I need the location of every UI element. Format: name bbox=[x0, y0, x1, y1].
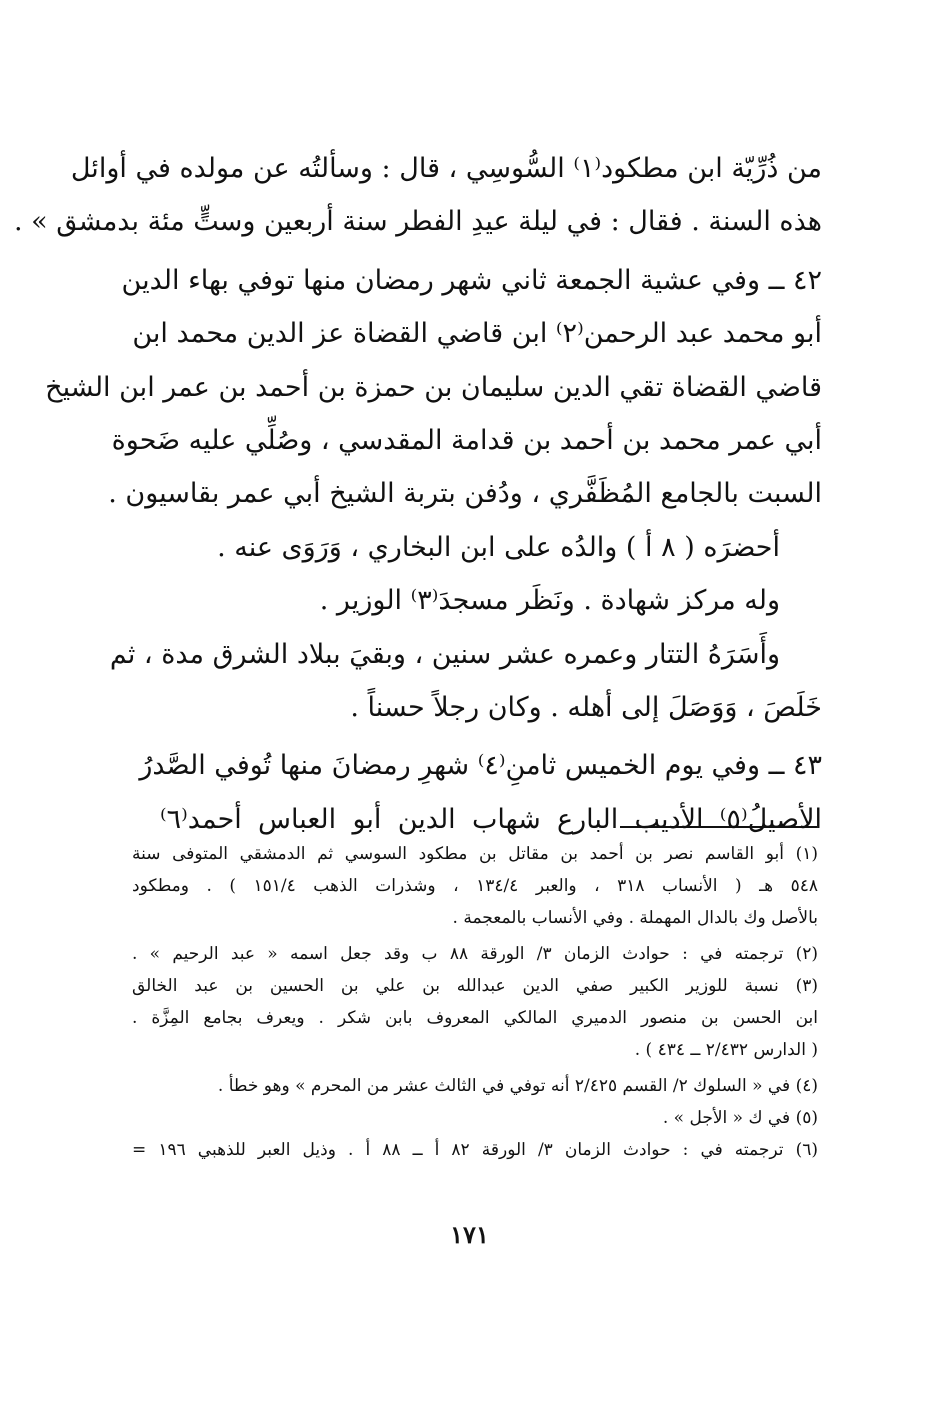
text-line: وأَسَرَهُ التتار وعمره عشر سنين ، وبقيَ ببلاد الشرق مدة ، ثم bbox=[109, 638, 780, 670]
footnote-line: (٥) في ك « الأجل » . bbox=[662, 1108, 818, 1128]
footnote-line: (٤) في « السلوك ٢/ القسم ٢/٤٢٥ أنه توفي في الثالث عشر من المحرم » وهو خطأ . bbox=[217, 1076, 818, 1096]
page-number: ١٧١ bbox=[450, 1220, 489, 1249]
text-line: وله مركز شهادة . ونَظَر مسجدَ⁽٣⁾ الوزير . bbox=[319, 585, 780, 617]
text-line: أبي عمر محمد بن أحمد بن قدامة المقدسي ، وصُلِّي عليه ضَحوة bbox=[111, 424, 822, 456]
text-line: من ذُرِّيّة ابن مطكود⁽١⁾ السُّوسِي ، قال : وسألتُه عن مولده في أوائل bbox=[70, 153, 822, 184]
footnote-line: (٦) ترجمته في : حوادث الزمان ٣/ الورقة ٨٢ أ ــ ٨٨ أ . وذيل العبر للذهبي ١٩٦ = bbox=[132, 1140, 818, 1160]
text-line: ٤٣ ــ وفي يوم الخميس ثامنِ⁽٤⁾ شهرِ رمضانَ منها تُوفي الصَّدرُ bbox=[139, 750, 822, 782]
text-line: هذه السنة . فقال : في ليلة عيدِ الفطر سنة أربعين وستٍّ مئة بدمشق » . bbox=[13, 206, 822, 238]
text-line: خَلَصَ ، وَوَصَلَ إلى أهله . وكان رجلاً حسناً . bbox=[350, 691, 822, 723]
text-line: ٤٢ ــ وفي عشية الجمعة ثاني شهر رمضان منها توفي بهاء الدين bbox=[121, 264, 822, 296]
footnotes bbox=[132, 838, 818, 1166]
text-line: قاضي القضاة تقي الدين سليمان بن حمزة بن أحمد بن عمر ابن الشيخ bbox=[45, 371, 822, 403]
footnote-line: (١) أبو القاسم نصر بن أحمد بن مقاتل بن مطكود السوسي ثم الدمشقي المتوفى سنة bbox=[132, 844, 818, 864]
footnote-line: ٥٤٨ هـ ( الأنساب ٣١٨ ، والعبر ١٣٤/٤ ، وشذرات الذهب ١٥١/٤ ) . ومطكود bbox=[132, 876, 818, 896]
text-line: أبو محمد عبد الرحمن⁽٢⁾ ابن قاضي القضاة عز الدين محمد ابن bbox=[132, 318, 822, 350]
footnote-separator bbox=[620, 826, 817, 828]
text-line: السبت بالجامع المُظَفَّري ، ودُفن بتربة الشيخ أبي عمر بقاسيون . bbox=[108, 478, 822, 510]
footnote-line: بالأصل وك بالدال المهملة . وفي الأنساب بالمعجمة . bbox=[452, 908, 818, 928]
footnote-line: ابن الحسن بن منصور الدميري المالكي المعروف بابن شكر . ويعرف بجامع المِزَّة . bbox=[132, 1008, 818, 1028]
footnote-line: ( الدارس ٢/٤٣٢ ــ ٤٣٤ ) . bbox=[634, 1040, 818, 1060]
text-line: أحضرَه ( ٨ أ ) والدُه على ابن البخاري ، وَرَوَى عنه . bbox=[217, 531, 780, 563]
text-line: الأصيلُ⁽٥⁾ الأديب البارع شهاب الدين أبو العباس أحمد⁽٦⁾ bbox=[160, 803, 822, 835]
main-text bbox=[13, 142, 822, 846]
footnote-line: (٢) ترجمته في : حوادث الزمان ٣/ الورقة ٨٨ ب وقد جعل اسمه « عبد الرحيم » . bbox=[132, 944, 819, 964]
footnote-line: (٣) نسبة للوزير الكبير صفي الدين عبدالله بن علي بن الحسين بن عبد الخالق bbox=[132, 976, 818, 996]
